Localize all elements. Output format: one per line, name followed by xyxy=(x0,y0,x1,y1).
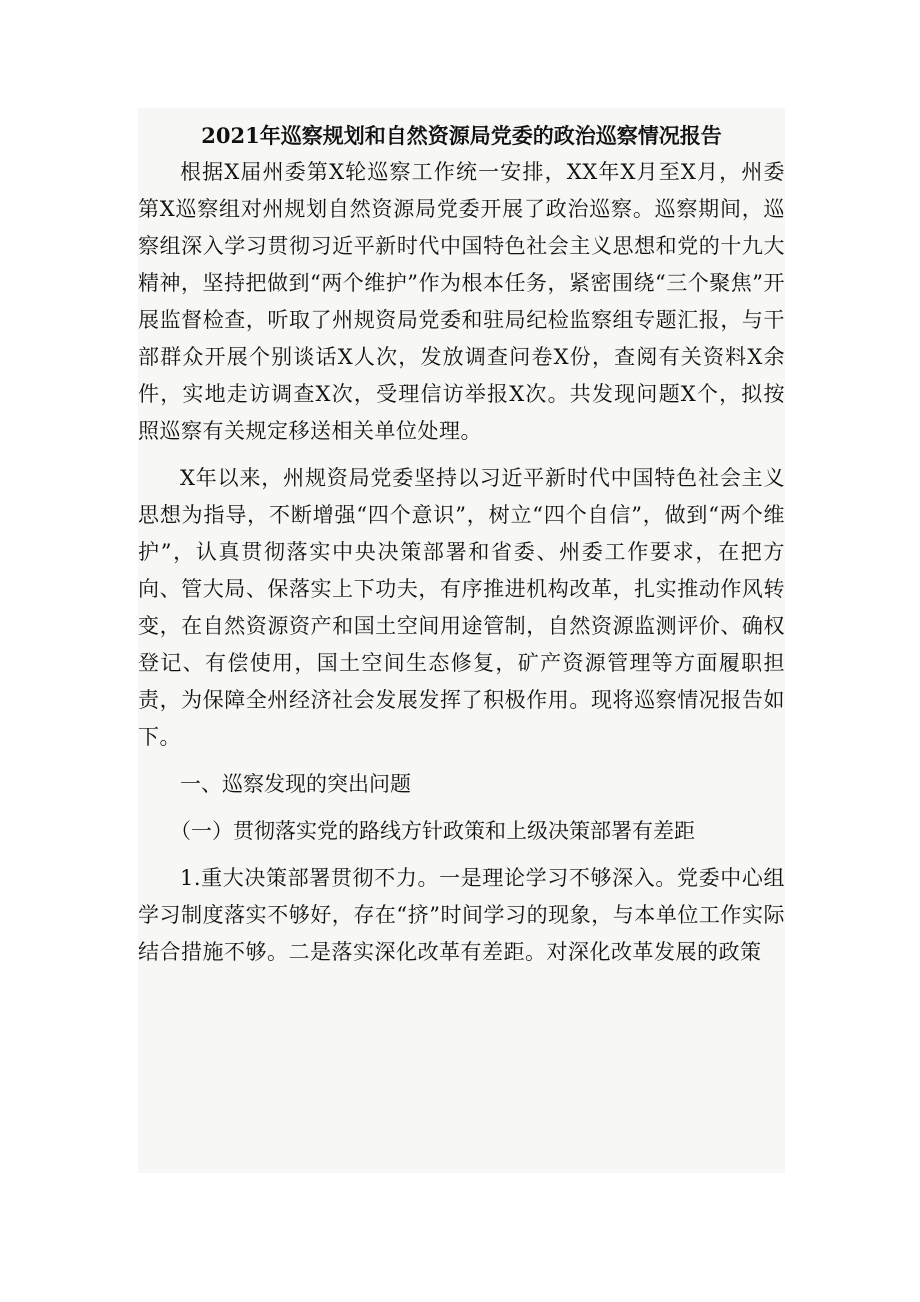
paragraph-gap xyxy=(138,803,785,813)
paragraph-gap xyxy=(138,850,785,860)
paragraph-intro: 根据X届州委第X轮巡察工作统一安排，XX年X月至X月，州委第X巡察组对州规划自然资源局党委开展了政治巡察。巡察期间，巡察组深入学习贯彻习近平新时代中国特色社会主义思想和党的十九大精神，坚持把做到“两个维护”作为根本任务，紧密围绕“三个聚焦”开展监督检查，听取了州规资局党委和驻局纪检监察组专题汇报，与干部群众开展个别谈话X人次，发放调查问卷X份，查阅有关资料X余件，实地走访调查X次，受理信访举报X次。共发现问题X个，拟按照巡察有关规定移送相关单位处理。 xyxy=(138,160,785,443)
paragraph-gap xyxy=(138,450,785,460)
document-page xyxy=(138,108,785,1173)
paragraph-item-1: 1.重大决策部署贯彻不力。一是理论学习不够深入。党委中心组学习制度落实不够好，存在“挤”时间学习的现象，与本单位工作实际结合措施不够。二是落实深化改革有差距。对深化改革发展的政策 xyxy=(138,866,785,964)
subsection-heading: （一）贯彻落实党的路线方针政策和上级决策部署有差距 xyxy=(170,819,695,843)
paragraph-overview: X年以来，州规资局党委坚持以习近平新时代中国特色社会主义思想为指导，不断增强“四个意识”，树立“四个自信”，做到“两个维护”，认真贯彻落实中央决策部署和省委、州委工作要求，在把方向、管大局、保落实上下功夫，有序推进机构改革，扎实推动作风转变，在自然资源资产和国土空间用途管制，自然资源监测评价、确权登记、有偿使用，国土空间生态修复，矿产资源管理等方面履职担责，为保障全州经济社会发展发挥了积极作用。现将巡察情况报告如下。 xyxy=(138,466,785,749)
paragraph-gap xyxy=(138,756,785,766)
section-heading: 一、巡察发现的突出问题 xyxy=(180,772,411,796)
document-title: 2021年巡察规划和自然资源局党委的政治巡察情况报告 xyxy=(201,123,722,148)
